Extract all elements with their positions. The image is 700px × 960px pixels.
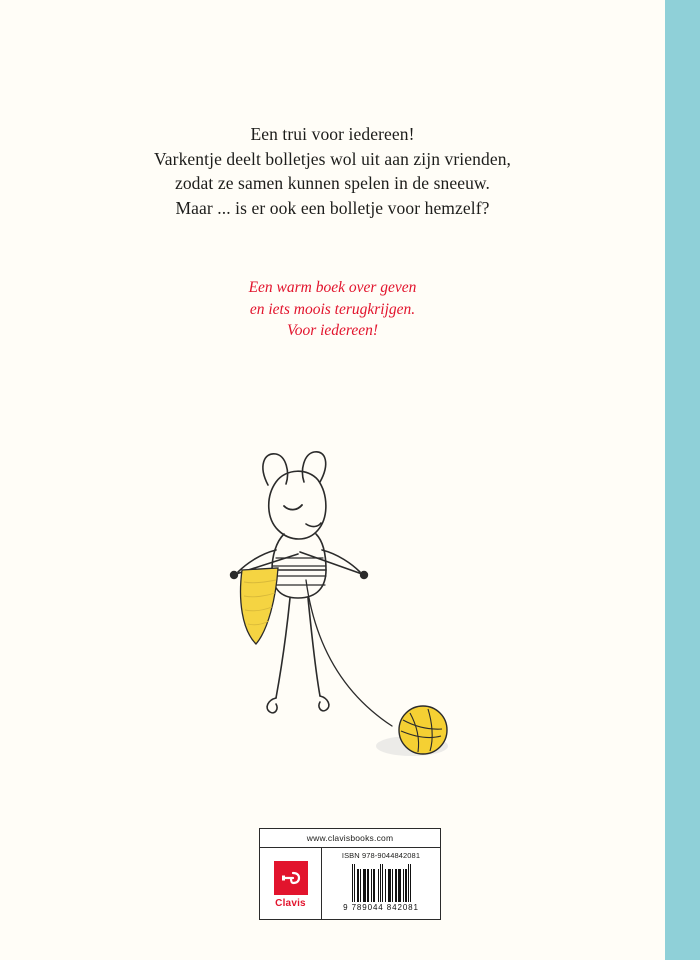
clavis-logo-icon xyxy=(274,861,308,895)
publisher-name: Clavis xyxy=(275,898,306,909)
barcode-area xyxy=(322,848,440,920)
tagline-text xyxy=(0,277,665,342)
tagline-line-2: en iets moois terugkrijgen. xyxy=(249,300,416,318)
publisher-website[interactable]: www.clavisbooks.com xyxy=(260,829,440,848)
isbn-block xyxy=(259,828,441,920)
blurb-line-3: zodat ze samen kunnen spelen in de sneeuw. xyxy=(174,173,491,193)
publisher-logo xyxy=(260,848,322,920)
blurb-line-4: Maar ... is er ook een bolletje voor hemzelf? xyxy=(175,197,490,218)
tagline-line-3: Voor iedereen! xyxy=(286,322,379,339)
tagline-line-1: Een warm boek over geven xyxy=(248,279,417,296)
spine-color-band xyxy=(665,0,700,960)
blurb-line-2: Varkentje deelt bolletjes wol uit aan zijn vrienden, xyxy=(153,148,512,169)
mouse-knitting-illustration xyxy=(180,430,520,790)
ean-digits: 9 789044 842081 xyxy=(343,903,419,912)
barcode-image xyxy=(326,862,436,902)
isbn-label: ISBN 978-9044842081 xyxy=(341,851,421,860)
blurb-line-1: Een trui voor iedereen! xyxy=(250,124,415,144)
isbn-body xyxy=(260,848,440,920)
blurb-text xyxy=(0,122,665,220)
